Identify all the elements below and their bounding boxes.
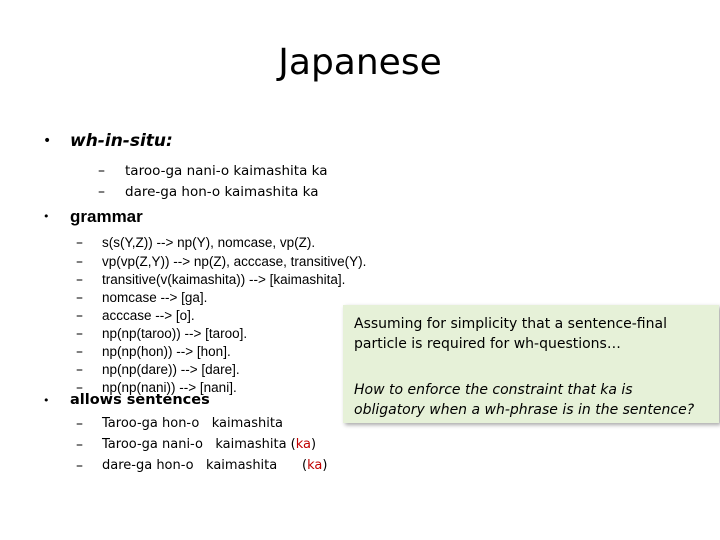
- dash-marker: –: [76, 290, 83, 306]
- callout-box: [343, 305, 719, 423]
- sentence-text: Taroo-ga nani-o kaimashita: [102, 437, 291, 452]
- bullet-allows-sentences: allows sentences: [70, 392, 210, 408]
- grammar-rule-9: np(np(nani)) --> [nani].: [102, 380, 237, 395]
- bullet-marker: •: [43, 133, 52, 149]
- grammar-rule-3: transitive(v(kaimashita)) --> [kaimashita].: [102, 272, 346, 287]
- dash-marker: –: [98, 163, 105, 179]
- example-2: dare-ga hon-o kaimashita ka: [125, 184, 319, 200]
- paren-close: ): [322, 458, 328, 473]
- ka-particle: ka: [307, 458, 323, 473]
- callout-line-4: obligatory when a wh-phrase is in the sentence?: [354, 402, 695, 418]
- dash-marker: –: [76, 458, 83, 474]
- paren-open: (: [290, 437, 296, 452]
- sentence-3: [102, 456, 327, 476]
- callout-line-1: Assuming for simplicity that a sentence-final: [354, 316, 667, 332]
- example-1: taroo-ga nani-o kaimashita ka: [125, 163, 328, 179]
- dash-marker: –: [76, 380, 83, 396]
- grammar-rule-7: np(np(hon)) --> [hon].: [102, 344, 231, 359]
- grammar-rule-6: np(np(taroo)) --> [taroo].: [102, 326, 248, 341]
- callout-line-2: particle is required for wh-questions…: [354, 336, 621, 352]
- grammar-rule-2: vp(vp(Z,Y)) --> np(Z), acccase, transitive(Y).: [102, 254, 367, 269]
- callout-assumption: [354, 314, 667, 354]
- bullet-marker: •: [43, 394, 50, 407]
- page-title: Japanese: [278, 42, 442, 83]
- grammar-rule-5: acccase --> [o].: [102, 308, 195, 323]
- dash-marker: –: [76, 272, 83, 288]
- sentence-2: [102, 435, 316, 455]
- dash-marker: –: [76, 344, 83, 360]
- paren-open: (: [302, 458, 308, 473]
- sentence-text: Taroo-ga hon-o kaimashita: [102, 416, 283, 431]
- grammar-rule-1: s(s(Y,Z)) --> np(Y), nomcase, vp(Z).: [102, 235, 316, 250]
- dash-marker: –: [98, 184, 105, 200]
- sentence-1: [102, 414, 283, 434]
- ka-particle: ka: [295, 437, 312, 452]
- dash-marker: –: [76, 326, 83, 342]
- dash-marker: –: [76, 362, 83, 378]
- dash-marker: –: [76, 254, 83, 270]
- dash-marker: –: [76, 416, 83, 432]
- paren-close: ): [311, 437, 317, 452]
- sentence-text: dare-ga hon-o kaimashita: [102, 458, 303, 473]
- bullet-grammar: grammar: [70, 207, 143, 226]
- bullet-wh-in-situ: wh-in-situ:: [70, 131, 173, 151]
- callout-question: [354, 380, 694, 420]
- callout-line-3: How to enforce the constraint that ka is: [354, 382, 633, 398]
- dash-marker: –: [76, 235, 83, 251]
- grammar-rule-8: np(np(dare)) --> [dare].: [102, 362, 240, 377]
- grammar-rule-4: nomcase --> [ga].: [102, 290, 208, 305]
- bullet-marker: •: [43, 210, 50, 223]
- dash-marker: –: [76, 308, 83, 324]
- dash-marker: –: [76, 437, 83, 453]
